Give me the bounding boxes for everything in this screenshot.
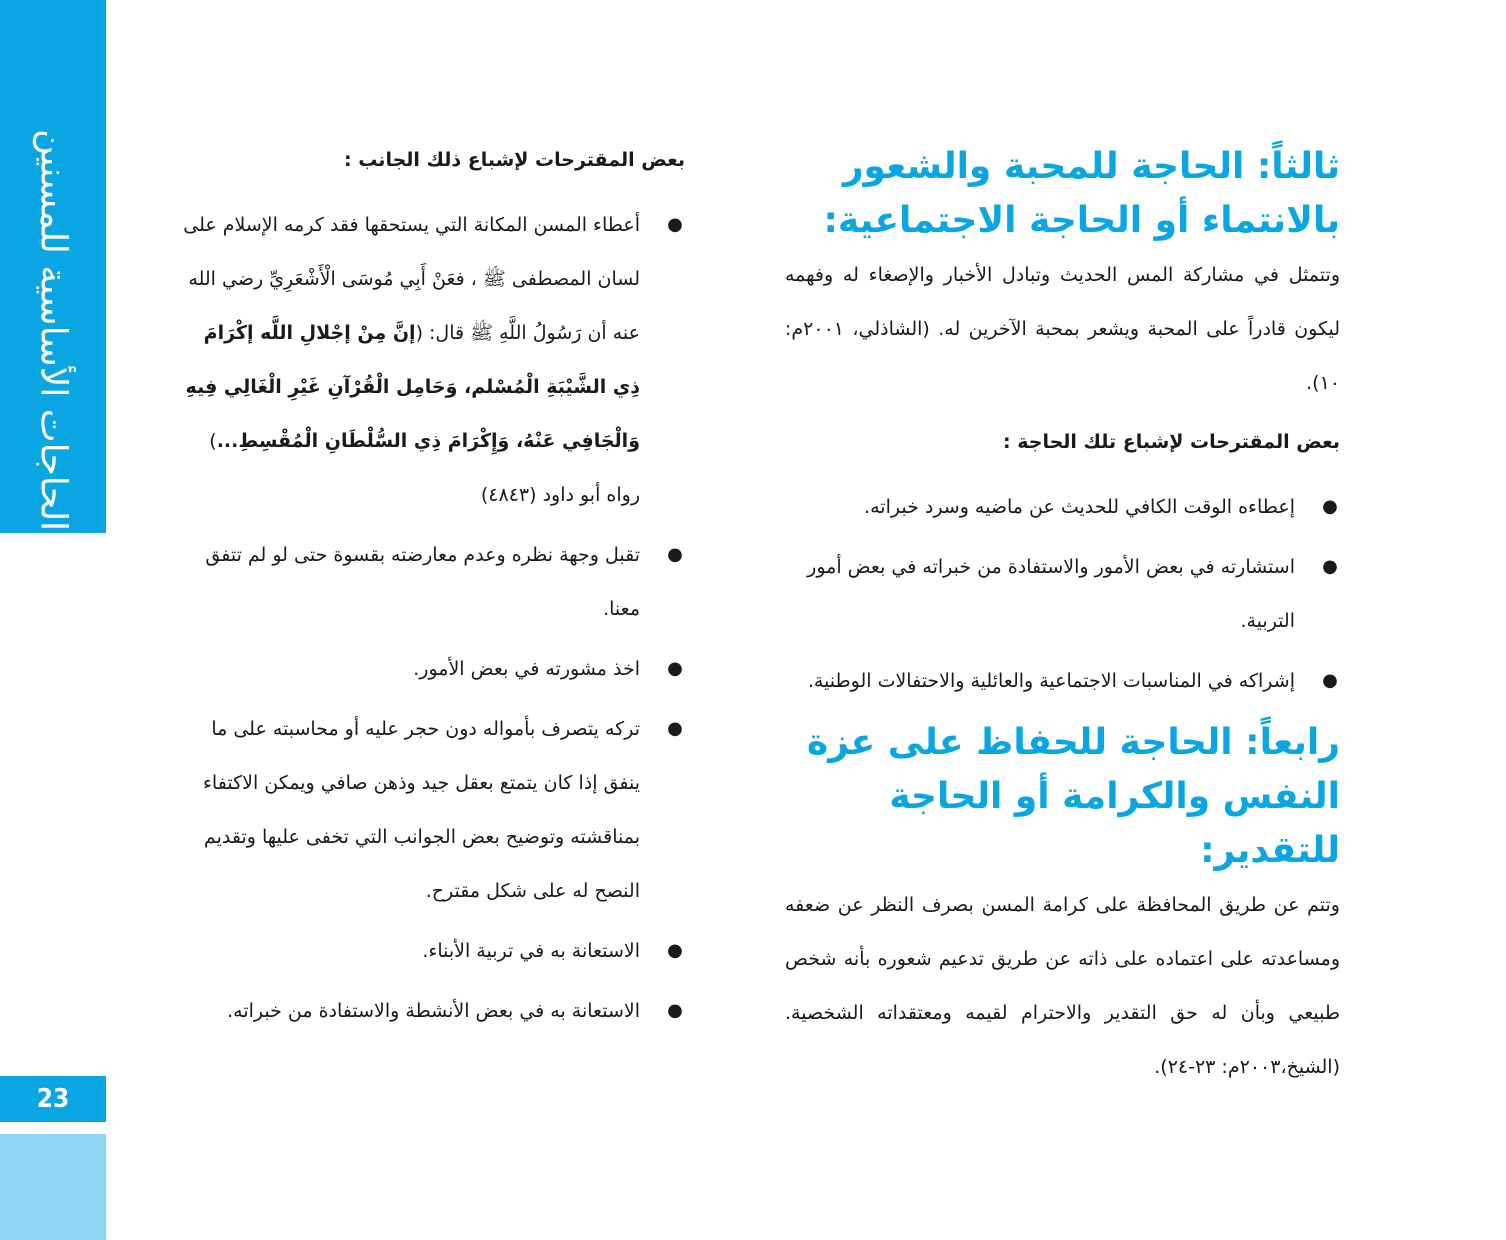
list-item bbox=[175, 924, 685, 978]
bullet-icon: ● bbox=[667, 658, 683, 679]
bullet-icon: ● bbox=[667, 1000, 683, 1021]
page-number: 23 bbox=[0, 1076, 106, 1122]
bullet-icon: ● bbox=[667, 940, 683, 961]
list-item-text: إشراكه في المناسبات الاجتماعية والعائلية والاحتفالات الوطنية. bbox=[807, 670, 1295, 692]
list-item-text: اخذ مشورته في بعض الأمور. bbox=[413, 658, 640, 680]
list-item-text: الاستعانة به في بعض الأنشطة والاستفادة من خبراته. bbox=[227, 1000, 640, 1022]
bullet-icon: ● bbox=[1322, 556, 1338, 577]
right-column bbox=[785, 140, 1340, 1094]
suggestions-heading: بعض المقترحات لإشباع ذلك الجانب : bbox=[343, 149, 685, 171]
suggestions-list bbox=[175, 198, 685, 1038]
list-item bbox=[785, 540, 1340, 648]
sidebar-footer-band bbox=[0, 1134, 106, 1240]
list-item bbox=[785, 480, 1340, 534]
bullet-icon: ● bbox=[667, 544, 683, 565]
list-item bbox=[175, 642, 685, 696]
list-item bbox=[175, 984, 685, 1038]
section-heading-third: ثالثاً: الحاجة للمحبة والشعور بالانتماء أو الحاجة الاجتماعية: bbox=[823, 146, 1340, 241]
hadith-reference: ) رواه أبو داود (٤٨٤٣) bbox=[209, 430, 640, 506]
list-item-text: أعطاء المسن المكانة التي يستحقها فقد كرمه الإسلام على لسان المصطفى ﷺ ، فعَنْ أَبِي مُوسَى الْأَشْعَرِيِّ رضي الله عنه أن رَسُولُ اللَّهِ ﷺ قال: ( bbox=[183, 214, 640, 344]
section-paragraph-fourth: وتتم عن طريق المحافظة على كرامة المسن بصرف النظر عن ضعفه ومساعدته على اعتماده على ذاته عن طريق تدعيم شعوره بأنه شخص طبيعي وبأن له حق التقدير والاحترام لقيمه ومعتقداته الشخصية. (الشيخ،٢٠٠٣م: ٢٣-٢٤). bbox=[785, 894, 1340, 1078]
suggestions-list bbox=[785, 480, 1340, 708]
list-item-text: تركه يتصرف بأمواله دون حجر عليه أو محاسبته على ما ينفق إذا كان يتمتع بعقل جيد وذهن صافي ويمكن الاكتفاء بمناقشته وتوضيح بعض الجوانب التي تخفى عليها وتقديم النصح له على شكل مقترح. bbox=[203, 718, 640, 902]
list-item-text: تقبل وجهة نظره وعدم معارضته بقسوة حتى لو لم تتفق معنا. bbox=[205, 544, 640, 620]
bullet-icon: ● bbox=[667, 214, 683, 235]
bullet-icon: ● bbox=[667, 718, 683, 739]
list-item-text: استشارته في بعض الأمور والاستفادة من خبراته في بعض أمور التربية. bbox=[807, 556, 1295, 632]
suggestions-heading: بعض المقترحات لإشباع تلك الحاجة : bbox=[1003, 431, 1340, 453]
list-item bbox=[175, 702, 685, 918]
list-item bbox=[175, 528, 685, 636]
list-item-text: إعطاءه الوقت الكافي للحديث عن ماضيه وسرد خبراته. bbox=[864, 496, 1295, 518]
section-heading-fourth: رابعاً: الحاجة للحفاظ على عزة النفس والكرامة أو الحاجة للتقدير: bbox=[807, 722, 1340, 871]
list-item-text: الاستعانة به في تربية الأبناء. bbox=[422, 940, 640, 962]
list-item bbox=[175, 198, 685, 522]
left-column bbox=[175, 140, 685, 1044]
bullet-icon: ● bbox=[1322, 670, 1338, 691]
hadith-quote: إنَّ مِنْ إجْلالِ اللَّه إكْرَامَ ذِي الشَّيْبَةِ الْمُسْلم، وَحَامِل الْقُرْآنِ غَيْرِ الْغَالِي فِيهِ وَالْجَافِي عَنْهُ، وَإِكْرَامَ ذِي السُّلْطَانِ الْمُقْسِطِ... bbox=[185, 322, 640, 452]
section-paragraph-third: وتتمثل في مشاركة المس الحديث وتبادل الأخبار والإصغاء له وفهمه ليكون قادراً على المحبة ويشعر بمحبة الآخرين له. (الشاذلي، ٢٠٠١م: ١٠). bbox=[785, 264, 1340, 394]
list-item bbox=[785, 654, 1340, 708]
sidebar-gap bbox=[0, 533, 106, 1076]
bullet-icon: ● bbox=[1322, 496, 1338, 517]
sidebar-title: الحاجات الأساسية للمسنين bbox=[32, 128, 74, 532]
